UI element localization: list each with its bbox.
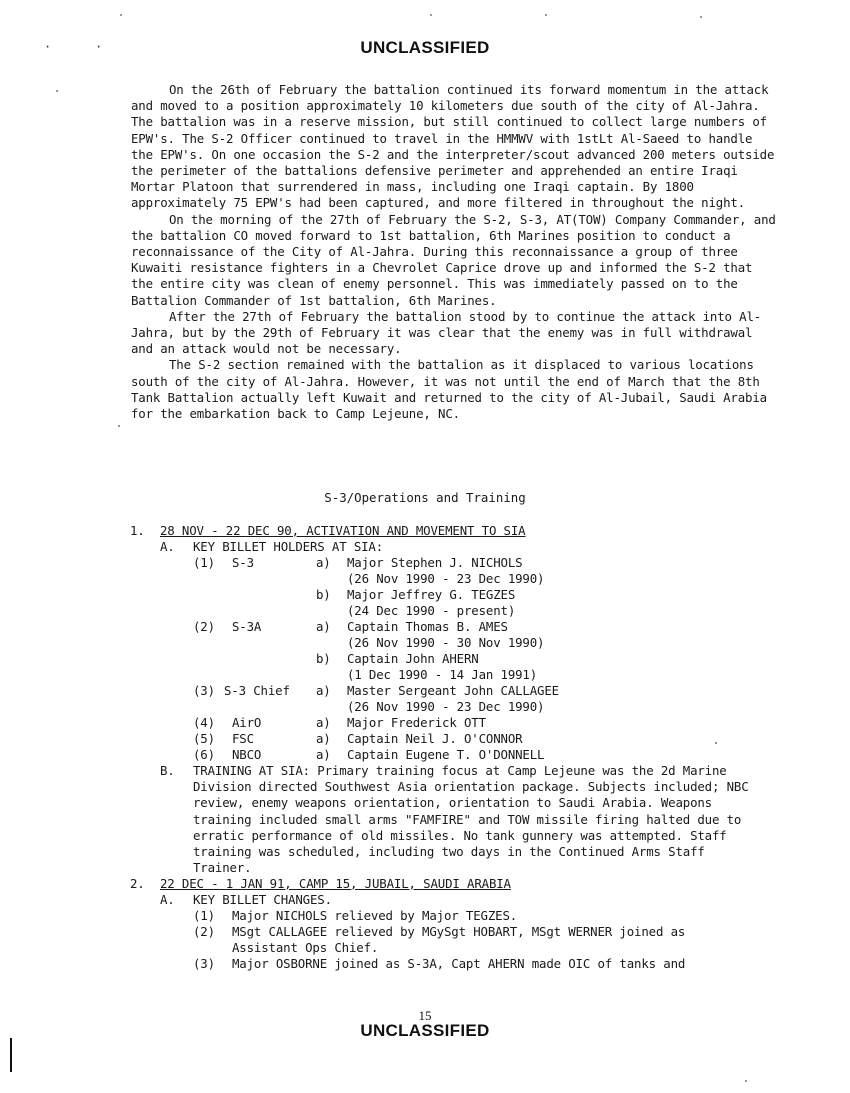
billet-holder: Major Jeffrey G. TEGZES	[347, 587, 516, 602]
billet-number: (1)	[193, 555, 215, 570]
billet-holder: Master Sergeant John CALLAGEE	[347, 683, 559, 698]
subitem-label: A.	[160, 539, 175, 554]
billet-sub-label: a)	[316, 619, 331, 634]
item-title: 28 NOV - 22 DEC 90, ACTIVATION AND MOVEMENT TO SIA	[160, 523, 526, 538]
change-number: (1)	[193, 908, 215, 923]
subitem-title: KEY BILLET HOLDERS AT SIA:	[193, 539, 384, 554]
billet-sub-label: b)	[316, 651, 331, 666]
billet-dates: (26 Nov 1990 - 23 Dec 1990)	[347, 571, 545, 586]
change-text: Major NICHOLS relieved by Major TEGZES.	[232, 908, 518, 923]
training-paragraph: TRAINING AT SIA: Primary training focus at Camp Lejeune was the 2d Marine Division directed Southwest Asia orientation package. Subjects included; NBC review, enemy weapons orientation, orientation to Saudi Arabia. Weapons training included small arms "FAMFIRE" and TOW missile firing halted due to erratic performance of old missiles. No tank gunnery was attempted. Staff training was scheduled, including two days in the Continued Arms Staff Trainer.	[193, 763, 749, 876]
billet-number: (6)	[193, 747, 215, 762]
scan-speck	[700, 16, 702, 18]
billet-sub-label: a)	[316, 747, 331, 762]
change-text: Assistant Ops Chief.	[232, 940, 379, 955]
scan-speck	[430, 14, 432, 16]
page-number: 15	[418, 1008, 432, 1023]
billet-holder: Major Frederick OTT	[347, 715, 486, 730]
item-title: 22 DEC - 1 JAN 91, CAMP 15, JUBAIL, SAUDI ARABIA	[160, 876, 511, 891]
billet-sub-label: a)	[316, 683, 331, 698]
change-text: MSgt CALLAGEE relieved by MGySgt HOBART, MSgt WERNER joined as	[232, 924, 686, 939]
scan-speck	[745, 1080, 747, 1082]
scan-speck	[545, 14, 547, 16]
billet-holder: Captain Eugene T. O'DONNELL	[347, 747, 545, 762]
scan-speck	[120, 14, 122, 16]
billet-role: S-3A	[232, 619, 262, 634]
billet-dates: (26 Nov 1990 - 30 Nov 1990)	[347, 635, 545, 650]
paragraph: The S-2 section remained with the battalion as it displaced to various locations south of the city of Al-Jahra. However, it was not until the end of March that the 8th Tank Battalion actually left Kuwait and returned to the city of Al-Jubail, Saudi Arabia for the embarkation back to Camp Lejeune, NC.	[131, 357, 767, 422]
billet-dates: (26 Nov 1990 - 23 Dec 1990)	[347, 699, 545, 714]
billet-holder: Captain Thomas B. AMES	[347, 619, 508, 634]
classification-banner-bottom: UNCLASSIFIED	[360, 1021, 490, 1040]
narrative-text	[131, 82, 781, 422]
billet-role: NBCO	[232, 747, 262, 762]
billet-number: (5)	[193, 731, 215, 746]
billet-holder: Major Stephen J. NICHOLS	[347, 555, 523, 570]
item-number: 2.	[130, 876, 145, 891]
billet-number: (4)	[193, 715, 215, 730]
billet-role: S-3	[232, 555, 254, 570]
change-text: Major OSBORNE joined as S-3A, Capt AHERN made OIC of tanks and	[232, 956, 686, 971]
billet-dates: (1 Dec 1990 - 14 Jan 1991)	[347, 667, 538, 682]
billet-number: (3)	[193, 683, 215, 698]
section-heading: S-3/Operations and Training	[324, 490, 526, 505]
scan-speck: ·	[95, 40, 103, 54]
billet-role: FSC	[232, 731, 254, 746]
billet-number: (2)	[193, 619, 215, 634]
billet-sub-label: a)	[316, 731, 331, 746]
billet-holder: Captain Neil J. O'CONNOR	[347, 731, 523, 746]
scan-speck: ·	[44, 40, 52, 54]
paragraph: After the 27th of February the battalion stood by to continue the attack into Al-Jahra, but by the 29th of February it was clear that the enemy was in full withdrawal and an attack would not be necessary.	[131, 308, 762, 357]
scan-speck	[715, 742, 717, 744]
change-number: (2)	[193, 924, 215, 939]
scan-edge-mark	[10, 1038, 12, 1072]
change-number: (3)	[193, 956, 215, 971]
billet-sub-label: b)	[316, 587, 331, 602]
subitem-label: A.	[160, 892, 175, 907]
scan-speck	[56, 90, 58, 92]
paragraph: On the morning of the 27th of February the S-2, S-3, AT(TOW) Company Commander, and the battalion CO moved forward to 1st battalion, 6th Marines position to conduct a reconnaissance of the City of Al-Jahra. During this reconnaissance a group of three Kuwaiti resistance fighters in a Chevrolet Caprice drove up and informed the S-2 that the entire city was clean of enemy personnel. This was immediately passed on to the Battalion Commander of 1st battalion, 6th Marines.	[131, 211, 776, 308]
paragraph: On the 26th of February the battalion continued its forward momentum in the attack and moved to a position approximately 10 kilometers due south of the city of Al-Jahra. The battalion was in a reserve mission, but still continued to collect large numbers of EPW's. The S-2 Officer continued to travel in the HMMWV with 1stLt Al-Saeed to handle the EPW's. On one occasion the S-2 and the interpreter/scout advanced 200 meters outside the perimeter of the battalions defensive perimeter and apprehended an entire Iraqi Mortar Platoon that surrendered in mass, including one Iraqi captain. By 1800 approximately 75 EPW's had been captured, and more filtered in throughout the night.	[131, 82, 775, 211]
billet-dates: (24 Dec 1990 - present)	[347, 603, 516, 618]
billet-sub-label: a)	[316, 555, 331, 570]
item-number: 1.	[130, 523, 145, 538]
billet-holder: Captain John AHERN	[347, 651, 479, 666]
subitem-label: B.	[160, 763, 175, 778]
billet-sub-label: a)	[316, 715, 331, 730]
scan-speck	[118, 425, 120, 427]
subitem-title: KEY BILLET CHANGES.	[193, 892, 332, 907]
classification-banner-top: UNCLASSIFIED	[360, 38, 490, 57]
billet-role: AirO	[232, 715, 262, 730]
billet-role: S-3 Chief	[224, 683, 290, 698]
